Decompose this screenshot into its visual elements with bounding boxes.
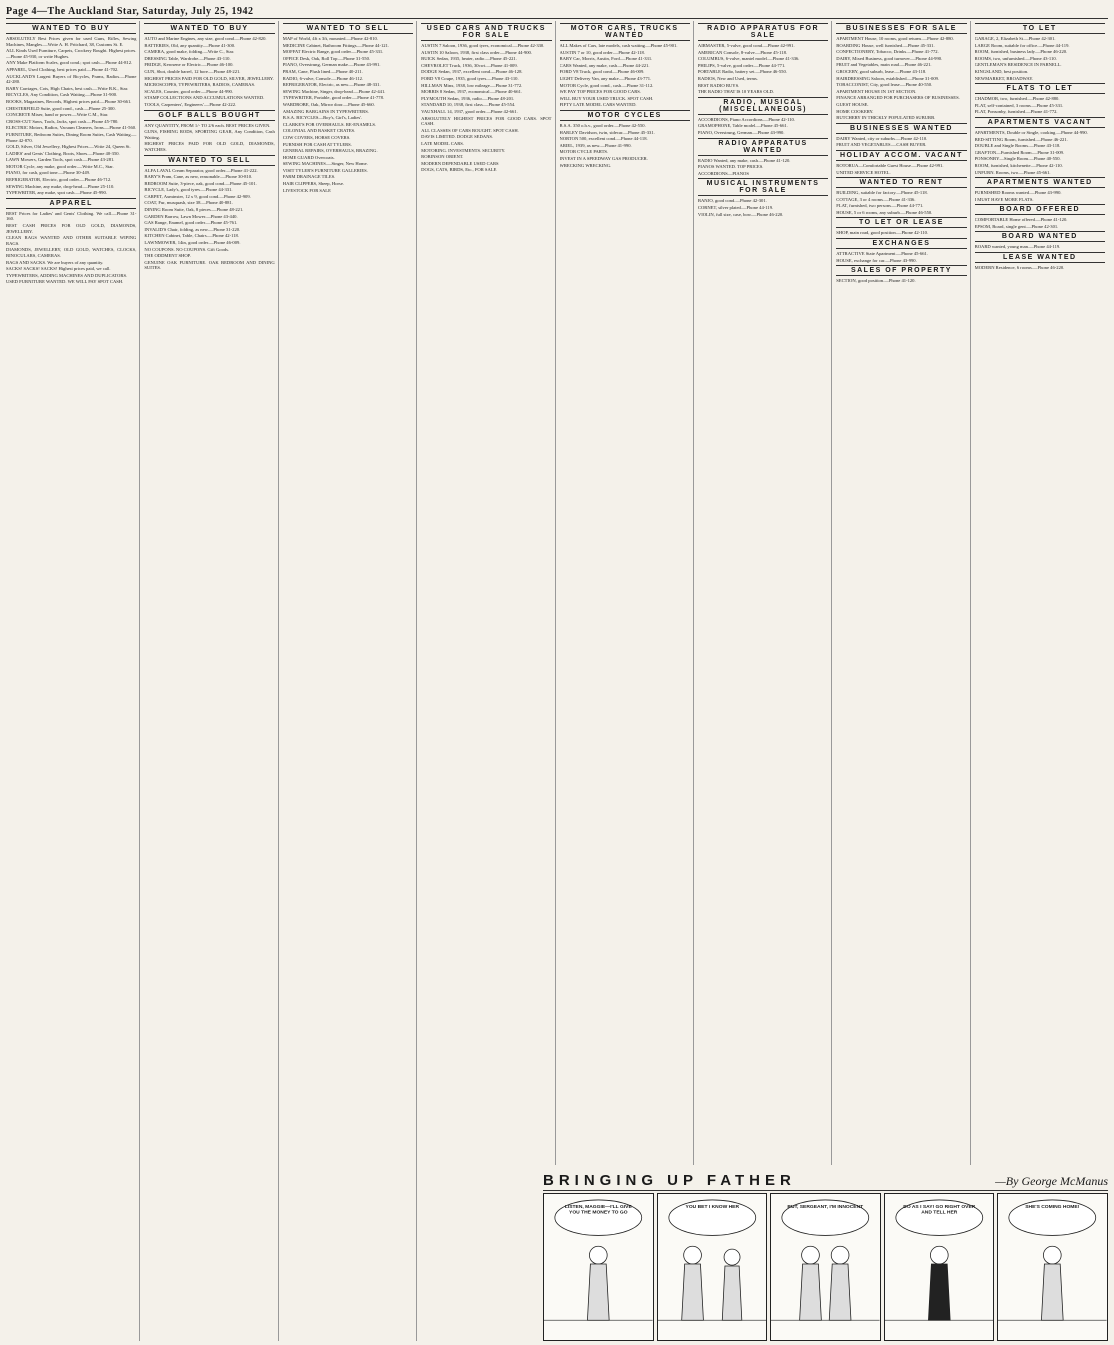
classified-ad: DAVIS LIMITED. DODGE SEDANS. <box>421 134 494 140</box>
section-heading: RADIO APPARATUS WANTED <box>698 138 828 156</box>
column-6 <box>698 21 832 1341</box>
classified-ad: CORNET, silver plated.—Phone 44-119. <box>697 204 774 210</box>
classified-ad: MAP of World, 4ft x 3ft, mounted.—Phone 42-810. <box>282 36 378 41</box>
classified-ad: PRAM, Cane, Plush lined.—Phone 40-211. <box>282 68 363 74</box>
classified-ad: LIGHT Delivery Van, any make.—Phone 43-771. <box>559 75 652 81</box>
classified-ad: HARLEY Davidson, twin, sidecar.—Phone 45-331. <box>559 129 655 135</box>
classified-ad: SHOP, main road, good position.—Phone 42-110. <box>836 230 929 236</box>
comic-byline: —By George McManus <box>995 1174 1108 1188</box>
classified-columns <box>6 21 1108 1341</box>
comic-figure <box>587 1246 609 1320</box>
classified-ad: MEDICINE Cabinet, Bathroom Fittings.—Phone 44-121. <box>282 42 390 48</box>
classified-ad: HILLMAN Minx, 1938, low mileage.—Phone 31-772. <box>421 82 523 88</box>
classified-ad: BAGS AND SACKS. We are buyers of any quantity. <box>6 259 104 265</box>
classified-ad: AUCKLAND'S Largest Buyers of Bicycles, Prams, Radios.—Phone 42-280. <box>6 73 137 85</box>
classified-ad: AIRMASTER, 5-valve, good cond.—Phone 42-991. <box>697 43 795 48</box>
classified-ad: OFFICE Desk, Oak, Roll Top.—Phone 31-550. <box>282 55 371 61</box>
section-heading: FLATS TO LET <box>975 83 1105 94</box>
classified-ad: INVALID'S Chair, folding, as new.—Phone 31-220. <box>144 226 241 232</box>
classified-ad: GRAMOPHONE, Table model.—Phone 45-661. <box>697 123 788 129</box>
section-heading: EXCHANGES <box>836 238 966 249</box>
classified-ad: COTTAGE, 3 or 4 rooms.—Phone 41-336. <box>836 196 916 202</box>
speech-bubble-text: LISTEN, MAGGIE—I'LL GIVE YOU THE MONEY TO GO <box>564 1203 632 1216</box>
classified-ad: PORTABLE Radio, battery set.—Phone 46-550. <box>697 69 787 75</box>
classified-ad: ROOM, furnished, kitchenette.—Phone 42-110. <box>974 162 1063 168</box>
classified-ad: HOUSE, 5 or 6 rooms, any suburb.—Phone 46-550. <box>836 209 933 215</box>
section-heading: MUSICAL INSTRUMENTS FOR SALE <box>698 178 828 196</box>
classified-ad: FLAT, furnished, two persons.—Phone 44-771. <box>836 203 924 209</box>
classified-ad: FRUIT AND VEGETABLES.—CASH BUYER. <box>836 142 927 148</box>
classified-ad: GRAFTON—Furnished Room.—Phone 31-009. <box>974 149 1065 155</box>
classified-ad: APARTMENT House, 10 rooms, good returns.—Phone 42-880. <box>836 36 954 41</box>
comic-panel-4 <box>884 1193 995 1341</box>
classified-ad: APPAREL, Used Clothing, best prices paid.—Phone 41-702. <box>6 66 119 72</box>
section-heading: RADIO, MUSICAL (MISCELLANEOUS) <box>698 97 828 115</box>
section-heading: TO LET <box>975 23 1105 34</box>
classified-ad: REFRIGERATOR, Electric, good order.—Phone 46-712. <box>6 177 112 183</box>
classified-ad: CHEVROLET Truck, 1936, 30cwt.—Phone 41-009. <box>421 62 518 68</box>
section-heading: BUSINESSES WANTED <box>836 123 966 134</box>
classified-ad: B.S.A. BICYCLES—Boy's, Girl's, Ladies'. <box>282 115 363 121</box>
section-heading: MOTOR CYCLES <box>560 110 690 121</box>
comic-figure <box>722 1249 742 1320</box>
classified-ad: WARDROBE, Oak, Mirror door.—Phone 45-660. <box>282 101 375 107</box>
classified-ad: GAS Range, Enamel, good order.—Phone 45-761. <box>144 220 238 226</box>
classified-ad: SACKS! SACKS! SACKS! Highest prices paid, we call. <box>6 266 111 272</box>
classified-ad: DOUBLE and Single Rooms.—Phone 43-118. <box>974 143 1061 149</box>
classified-ad: BEST CASH PRICES FOR OLD GOLD, DIAMONDS, JEWELLERY. <box>6 223 137 234</box>
section-heading: RADIO APPARATUS FOR SALE <box>698 23 828 41</box>
classified-ad: STAMP COLLECTIONS AND ACCUMULATIONS WANTED. <box>144 95 265 101</box>
section-heading: SALES OF PROPERTY <box>836 265 966 276</box>
classified-ad: AMAZING BARGAINS IN TYPEWRITERS. <box>282 108 369 114</box>
classified-ad: SCALES, Counter, good order.—Phone 44-990. <box>144 88 233 94</box>
comic-drawing <box>544 1194 653 1340</box>
classified-ad: BEDROOM Suite, 3-piece, oak, good cond.—Phone 45-101. <box>144 180 257 186</box>
classified-ad: BEST RADIO BUYS. <box>697 82 740 88</box>
classified-ad: ABSOLUTELY HIGHEST PRICES FOR GOOD CARS. SPOT CASH. <box>421 115 552 127</box>
classified-ad: CHESTERFIELD Suite, good cond., cash.—Phone 25-300. <box>6 105 116 111</box>
classified-ad: BOARD wanted, young man.—Phone 44-119. <box>974 244 1061 250</box>
classified-ad: AUSTIN 10 Saloon, 1938, first class order.—Phone 44-900. <box>421 49 533 55</box>
comic-figure <box>1042 1246 1064 1320</box>
classified-ad: HOME COOKERY. <box>836 108 874 114</box>
classified-ad: DAIRY, Mixed Business, good turnover.—Phone 44-990. <box>836 55 943 61</box>
classified-ad: LADIES' and Gents' Clothing, Boots, Shoes.—Phone 40-350. <box>6 150 120 156</box>
classified-ad: KITCHEN Cabinet, Table, Chairs.—Phone 42-118. <box>144 233 239 239</box>
classified-ad: ALL Makes of Cars, late models, cash waiting.—Phone 45-901. <box>559 43 678 48</box>
classified-ad: GARAGE, 2, Elizabeth St.—Phone 42-301. <box>974 36 1056 41</box>
classified-ad: COW COVERS, HORSE COVERS. <box>282 134 351 140</box>
classified-ad: MODERN Residence, 6 rooms.—Phone 46-220. <box>974 265 1065 271</box>
classified-ad: DRESSING Table, Wardrobe.—Phone 43-110. <box>144 55 231 61</box>
classified-ad: NORTON 500, excellent cond.—Phone 44-118. <box>559 136 648 142</box>
classified-ad: WE PAY TOP PRICES FOR GOOD CARS. <box>559 89 641 95</box>
classified-ad: PLYMOUTH Sedan, 1936, radio.—Phone 48-201. <box>421 95 515 101</box>
classified-ad: CONFECTIONERY, Tobacco, Drinks.—Phone 41-772. <box>836 49 939 55</box>
classified-ad: CLEAN RAGS WANTED AND OTHER SUITABLE WIPING RAGS. <box>6 235 137 246</box>
classified-ad: HAIR CLIPPERS, Sheep, Horse. <box>282 181 345 187</box>
classified-ad: ROOM, furnished, business lady.—Phone 46-220. <box>974 49 1068 55</box>
classified-ad: MOTOR Cycle, any make, good order.—Write M.C., Star. <box>6 163 114 169</box>
classified-ad: ABSOLUTELY Best Prices given for used Guns, Rifles, Sewing Machines, Mangles.—Write A. H. Pritchard, 38, Customs St. E. <box>6 36 137 47</box>
comic-figure <box>681 1246 703 1320</box>
column-3 <box>283 21 417 1341</box>
classified-ad: HOUSE, exchange for car.—Phone 43-990. <box>836 257 917 263</box>
classified-ad: TYPEWRITER, any make, spot cash.—Phone 45-990. <box>6 190 107 196</box>
classified-ad: ACCORDIONS, Piano Accordions.—Phone 42-110. <box>697 116 795 122</box>
classified-ad: RADIO Wanted, any make, cash.—Phone 41-120. <box>697 157 791 163</box>
classified-ad: PONSONBY—Single Room.—Phone 40-550. <box>974 156 1061 162</box>
classified-ad: ROBINSON ORIENT. <box>421 154 464 160</box>
classified-ad: SEWING Machine, Singer, drop-head.—Phone 42-441. <box>282 88 386 94</box>
section-heading: APARTMENTS WANTED <box>975 177 1105 188</box>
classified-ad: CLARKE'S FOR OVERHAULS. RE-ENAMELS. <box>282 121 377 127</box>
section-heading: GOLF BALLS BOUGHT <box>144 110 274 121</box>
section-heading: WANTED TO SELL <box>144 155 274 166</box>
classified-ad: FORD V8 Coupe, 1935, good tyres.—Phone 43-110. <box>421 75 519 81</box>
classified-ad: SEWING Machine, any make, drop-head.—Phone 25-110. <box>6 183 115 189</box>
section-heading: APARTMENTS VACANT <box>975 117 1105 128</box>
classified-ad: BATTERIES, Old, any quantity.—Phone 41-300. <box>144 42 236 48</box>
speech-bubble-text: DO AS I SAY! GO RIGHT OVER AND TELL HER <box>903 1203 976 1216</box>
classified-ad: MODERN DEPENDABLE USED CARS <box>421 160 499 166</box>
classified-ad: ROTORUA—Comfortable Guest House.—Phone 42-991. <box>836 162 944 168</box>
classified-ad: ALL CLASSES OF CARS BOUGHT. SPOT CASH. <box>421 127 519 133</box>
classified-ad: BICYCLES, Any Condition, Cash Waiting.—Phone 31-900. <box>6 92 118 98</box>
classified-ad: DINING Room Suite, Oak, 8 pieces.—Phone 48-221. <box>144 207 244 213</box>
classified-ad: FINANCE ARRANGED FOR PURCHASERS OF BUSINESSES. <box>836 95 960 101</box>
classified-ad: HAIRDRESSING Saloon, established.—Phone 31-009. <box>836 75 940 81</box>
classified-ad: CAMERA, good make, folding.—Write C., Star. <box>144 49 235 55</box>
classified-ad: PIANO, Overstrung, German make.—Phone 43-991. <box>282 62 381 68</box>
classified-ad: ACCORDIONS—PIANOS <box>697 170 749 176</box>
classified-ad: FARM DRAINAGE TILES. <box>282 174 336 180</box>
section-heading: USED CARS AND TRUCKS FOR SALE <box>421 23 551 41</box>
classified-ad: PIANO, for cash, good tone.—Phone 30-449. <box>6 170 91 176</box>
comic-figure <box>928 1246 950 1320</box>
classified-ad: BEST Prices for Ladies' and Gents' Clothing. We call.—Phone 31-160. <box>6 210 137 222</box>
classified-ad: GARDEN Barrow, Lawn Mower.—Phone 43-440. <box>144 213 238 219</box>
classified-ad: COLONIAL AND BASKET CRATES. <box>282 128 356 134</box>
classified-ad: AMERICAN Console, 8-valve.—Phone 45-118. <box>697 49 788 55</box>
classified-ad: RADIO, 6-valve, Console.—Phone 46-112. <box>282 75 364 81</box>
comic-title: BRINGING UP FATHER <box>543 1172 796 1189</box>
classified-ad: APARTMENT HOUSE IN 1ST SECTION. <box>836 88 917 94</box>
classified-ad: FRUIT and Vegetables, main road.—Phone 46-221. <box>836 62 932 68</box>
section-heading: BOARD OFFERED <box>975 204 1105 215</box>
classified-ad: ANY QUANTITY, FROM 1/- TO 2/6 each. BEST PRICES GIVEN. <box>144 122 271 128</box>
classified-ad: CONCRETE Mixer, hand or power.—Write C.M., Star. <box>6 112 109 118</box>
classified-ad: RADIOS, New and Used, terms. <box>697 75 758 81</box>
column-4 <box>421 21 555 1341</box>
classified-ad: GUEST HOUSE. <box>836 101 869 107</box>
classified-ad: GENTLEMAN'S RESIDENCE IN PARNELL. <box>974 62 1062 68</box>
classified-ad: AUTO and Marine Engines, any size, good cond.—Phone 42-820. <box>144 36 267 41</box>
classified-ad: BANJO, good cond.—Phone 42-301. <box>697 198 767 204</box>
comic-drawing <box>885 1194 994 1340</box>
classified-ad: VISIT TYLER'S FURNITURE GALLERIES. <box>282 167 368 173</box>
classified-ad: KINGSLAND, best position. <box>974 68 1029 74</box>
classified-ad: ROOMS, two, unfurnished.—Phone 43-110. <box>974 55 1057 61</box>
classified-ad: CARPET, Axminster, 12 x 9, good cond.—Phone 42-909. <box>144 193 251 199</box>
classified-ad: THE ODDMENT SHOP. <box>144 253 191 259</box>
classified-ad: CHADMOR, two, furnished.—Phone 42-880. <box>974 96 1060 102</box>
classified-ad: NEWMARKET, BROADWAY. <box>974 75 1034 81</box>
classified-ad: VIOLIN, full size, case, bow.—Phone 46-220. <box>697 211 784 217</box>
section-heading: WANTED TO SELL <box>283 23 413 34</box>
classified-ad: STANDARD 10, 1938, first class.—Phone 45-554. <box>421 102 516 108</box>
classified-ad: LAWN Mowers, Garden Tools, spot cash.—Phone 43-281. <box>6 157 115 163</box>
classified-ad: BABY Car, Morris, Austin, Ford.—Phone 41-331. <box>559 56 653 62</box>
column-2 <box>144 21 278 1341</box>
classified-ad: AUSTIN 7 Saloon, 1936, good tyres, economical.—Phone 42-330. <box>421 43 545 48</box>
classified-ad: WRECKING WRECKING. <box>559 162 612 168</box>
classified-ad: MOTORING. INVESTMENTS. SECURITY. <box>421 147 506 153</box>
column-8 <box>975 21 1108 1341</box>
classified-ad: DOGS, CATS, BIRDS, Etc., FOR SALE <box>421 167 497 173</box>
comic-strip <box>543 1172 1108 1340</box>
speech-bubble-text: YOU BET I KNOW HER <box>685 1203 739 1210</box>
classified-ad: FLAT, self-contained, 3 rooms.—Phone 45-331. <box>974 102 1064 108</box>
page-masthead: Page 4—The Auckland Star, Saturday, July 25, 1942 <box>6 4 1108 19</box>
classified-ad: LARGE Room, suitable for office.—Phone 44-119. <box>974 42 1070 48</box>
classified-ad: MICROSCOPES, TYPEWRITERS, RADIOS, CAMERAS. <box>144 82 256 88</box>
comic-panel-2 <box>657 1193 768 1341</box>
classified-ad: MORRIS 8 Sedan, 1937, economical.—Phone 40-661. <box>421 89 523 95</box>
column-5 <box>560 21 694 1341</box>
classified-ad: DODGE Sedan, 1937, excellent cond.—Phone 46-128. <box>421 69 523 75</box>
classified-ad: ELECTRIC Motors, Radios, Vacuum Cleaners, Irons.—Phone 41-560. <box>6 125 137 131</box>
classified-ad: BED-SITTING Room, furnished.—Phone 46-221. <box>974 136 1068 142</box>
section-heading: LEASE WANTED <box>975 252 1105 263</box>
classified-ad: MOFFAT Electric Range, good order.—Phone 45-331. <box>282 49 384 55</box>
comic-figure <box>800 1246 822 1320</box>
classified-ad: SEWING MACHINES.—Singer, New Home. <box>282 161 368 167</box>
section-heading: TO LET OR LEASE <box>836 217 966 228</box>
classified-ad: GENUINE OAK FURNITURE. OAK BEDROOM AND DINING SUITES. <box>144 259 275 271</box>
classified-ad: HIGHEST PRICES PAID FOR OLD GOLD, DIAMONDS, WATCHES. <box>144 141 275 152</box>
classified-ad: COMFORTABLE Home offered.—Phone 41-120. <box>974 217 1068 223</box>
classified-ad: FLAT, Ponsonby, furnished.—Phone 41-772. <box>974 109 1058 115</box>
classified-ad: BUTCHERY IN THICKLY POPULATED SUBURB. <box>836 115 936 121</box>
section-heading: BUSINESSES FOR SALE <box>836 23 966 34</box>
classified-ad: COLUMBUS, 6-valve, mantel model.—Phone 41-336. <box>697 56 800 62</box>
classified-ad: HOME GUARD Overcoats. <box>282 154 335 160</box>
classified-ad: THE RADIO THAT IS 10 YEARS OLD. <box>697 89 774 95</box>
classified-ad: PIANOS WANTED. TOP PRICES. <box>697 164 764 170</box>
classified-ad: FURNISH FOR CASH AT TYLERS. <box>282 141 352 147</box>
classified-ad: FURNISHED Rooms wanted.—Phone 43-990. <box>974 190 1062 196</box>
classified-ad: I MUST HAVE MORE FLATS. <box>974 196 1034 202</box>
classified-ad: ARIEL, 1939, as new.—Phone 41-990. <box>559 142 632 148</box>
speech-bubble-text: SHE'S COMING HOME! <box>1025 1203 1080 1210</box>
classified-ad: MOTOR Cycle, good cond., cash.—Phone 31-112. <box>559 82 654 88</box>
classified-ad: FORD V8 Truck, good cond.—Phone 46-009. <box>559 69 645 75</box>
comic-panel-3 <box>770 1193 881 1341</box>
classified-ad: FIFTY LATE MODEL CARS WANTED. <box>559 102 637 108</box>
classified-ad: BICYCLE, Lady's, good tyres.—Phone 44-331. <box>144 187 233 193</box>
classified-ad: GUN, Shot, double barrel, 12 bore.—Phone 48-221. <box>144 68 241 74</box>
classified-ad: AUSTIN 7 or 10, good order.—Phone 42-118. <box>559 49 645 55</box>
classified-ad: ALFA LAVAL Cream Separator, good order.—Phone 41-222. <box>144 167 258 173</box>
section-heading: WANTED TO BUY <box>144 23 274 34</box>
speech-bubble-text: BUT, SERGEANT, I'M INNOCENT <box>787 1203 864 1210</box>
classified-ad: APARTMENTS, Double or Single, cooking.—Phone 44-990. <box>974 129 1088 135</box>
comic-panel-1 <box>543 1193 654 1341</box>
classified-ad: GUNS, FISHING RODS, SPORTING GEAR, Any Condition, Cash Waiting. <box>144 129 275 140</box>
comic-drawing <box>771 1194 880 1340</box>
section-heading: APPAREL <box>6 198 136 209</box>
column-7 <box>836 21 970 1341</box>
classified-ad: BOOKS, Magazines, Records, Highest prices paid.—Phone 30-661. <box>6 98 132 104</box>
classified-ad: BUICK Sedan, 1935, heater, radio.—Phone 45-221. <box>421 56 517 62</box>
classified-ad: LAWNMOWER, 14in, good order.—Phone 46-009. <box>144 240 241 246</box>
classified-ad: BABY'S Pram, Cane, as new, reasonable.—Phone 30-810. <box>144 174 253 180</box>
classified-ad: BUILDING, suitable for factory.—Phone 45-118. <box>836 190 928 196</box>
comic-drawing <box>998 1194 1107 1340</box>
classified-ad: TYPEWRITERS, ADDING MACHINES AND DUPLICATORS. <box>6 272 128 278</box>
classified-ad: VAUXHALL 14, 1937, good order.—Phone 42-661. <box>421 108 518 114</box>
classified-ad: WILL BUY YOUR USED TRUCK. SPOT CASH. <box>559 95 654 101</box>
classified-ad: TYPEWRITER, Portable, good order.—Phone 41-778. <box>282 95 385 101</box>
section-heading: WANTED TO BUY <box>6 23 136 34</box>
classified-ad: FRIDGE, Kerosene or Electric.—Phone 46-100. <box>144 62 234 68</box>
classified-ad: REFRIGERATOR, Electric, as new.—Phone 48-331. <box>282 82 381 88</box>
classified-ad: CARS Wanted, any make, cash.—Phone 44-221. <box>559 62 650 68</box>
classified-ad: SECTION, good position.—Phone 41-120. <box>836 278 916 284</box>
classified-ad: DAIRY Wanted, city or suburbs.—Phone 42-110. <box>836 135 928 141</box>
comic-panel-5 <box>997 1193 1108 1341</box>
classified-ad: ALL Kinds Used Furniture, Carpets, Crockery Bought. Highest prices.—Phone 45-930, or write Hughes. <box>6 48 137 59</box>
comic-header <box>543 1172 1108 1191</box>
classified-ad: GROCERY, good suburb, lease.—Phone 43-118. <box>836 68 927 74</box>
classified-ad: INVEST IN A SPEEDWAY GAS PRODUCER. <box>559 155 648 161</box>
classified-ad: ATTRACTIVE State Apartment.—Phone 45-661. <box>836 251 928 257</box>
classified-ad: UNITED SERVICE HOTEL. <box>836 169 891 175</box>
classified-ad: B.S.A. 350 o.h.v., good order.—Phone 42-550. <box>559 122 646 128</box>
classified-ad: LATE MODEL CARS. <box>421 140 464 146</box>
classified-ad: LIVESTOCK FOR SALE <box>282 187 331 193</box>
classified-ad: GENERAL REPAIRS, OVERHAULS, BRAZING. <box>282 148 378 154</box>
comic-panels <box>543 1193 1108 1341</box>
comic-drawing <box>658 1194 767 1340</box>
classified-ad: TOBACCONIST, City, good lease.—Phone 40-550. <box>836 82 933 88</box>
classified-ad: BOARDING House, well furnished.—Phone 45-331. <box>836 42 935 48</box>
comic-figure <box>829 1246 851 1320</box>
classified-ad: USED FURNITURE WANTED. WE WILL PAY SPOT CASH. <box>6 279 124 285</box>
classified-ad: PIANO, Overstrung, German.—Phone 43-990. <box>697 129 785 135</box>
classified-ad: ANY Make Platform Scales, good cond.; spot cash.—Phone 44-812. <box>6 60 133 66</box>
classified-ad: MOTOR CYCLE PARTS. <box>559 149 609 155</box>
classified-ad: COAT, Fur, musquash, size 38.—Phone 40-881. <box>144 200 233 206</box>
section-heading: WANTED TO RENT <box>836 177 966 188</box>
classified-ad: EPSOM, Board, single gent.—Phone 42-301. <box>974 223 1059 229</box>
classified-ad: FURNITURE, Bedroom Suites, Dining Room Suites, Cash Waiting.—Phone 42-870. <box>6 131 137 143</box>
classified-ad: CROSS-CUT Saws, Tools, Jacks, spot cash.—Phone 45-780. <box>6 118 119 124</box>
classified-ad: DIAMONDS, JEWELLERY, OLD GOLD, WATCHES, CLOCKS, BINOCULARS, CAMERAS. <box>6 247 137 258</box>
section-heading: HOLIDAY ACCOM. VACANT <box>836 150 966 161</box>
classified-ad: BABY Carriages, Cots, High Chairs, best cash.—Write B.K., Star. <box>6 85 129 91</box>
section-heading: BOARD WANTED <box>975 231 1105 242</box>
section-heading: MOTOR CARS, TRUCKS WANTED <box>560 23 690 41</box>
classified-ad: TOOLS, Carpenters', Engineers'.—Phone 42-222. <box>144 101 237 107</box>
column-1 <box>6 21 140 1341</box>
classified-ad: HIGHEST PRICES PAID FOR OLD GOLD, SILVER, JEWELLERY. <box>144 75 274 81</box>
classified-ad: UNFURN. Rooms, two.—Phone 45-661. <box>974 169 1051 175</box>
classified-ad: PHILIPS, 5-valve, good order.—Phone 44-771. <box>697 62 786 68</box>
classified-ad: GOLD, Silver, Old Jewellery, Highest Prices.—Write 24, Queen St. <box>6 144 131 150</box>
classified-ad: NO COUPONS. NO COUPONS. Gift Goods. <box>144 246 230 252</box>
